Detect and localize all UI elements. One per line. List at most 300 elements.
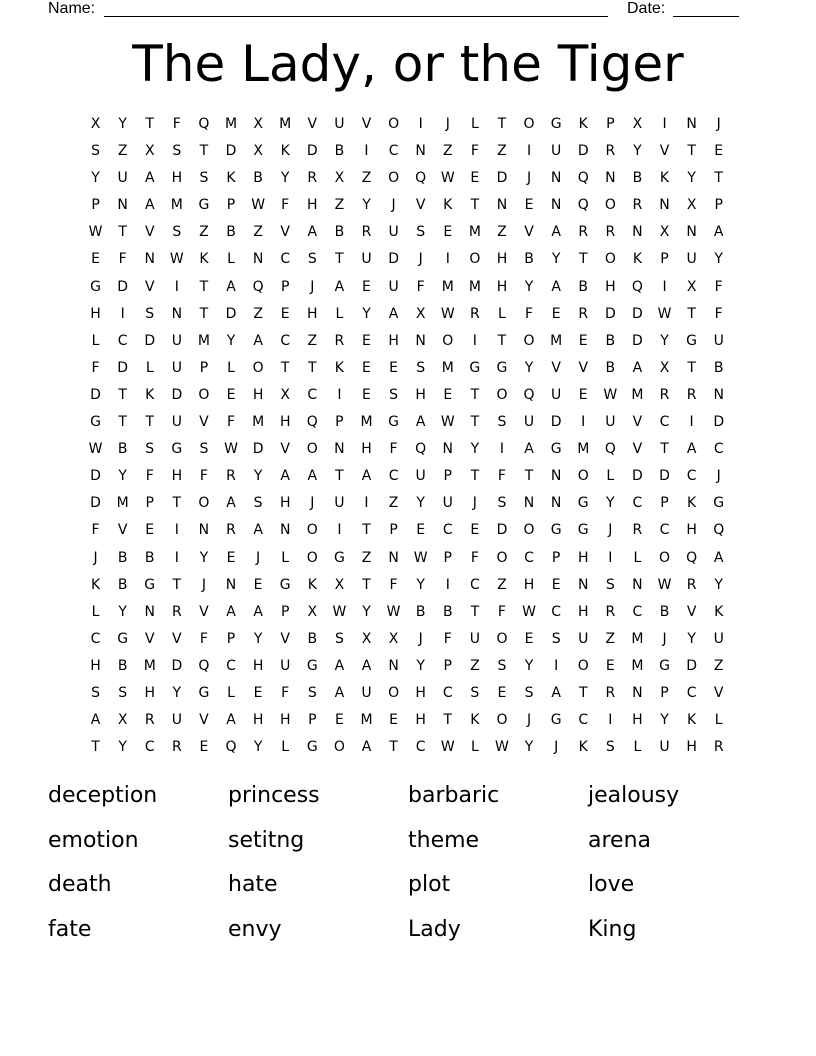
grid-cell: N [496,197,508,214]
grid-cell: Q [306,414,318,431]
grid-cell: Y [253,468,263,485]
grid-cell: W [603,386,618,403]
grid-cell: Y [416,495,425,512]
grid-cell: H [90,657,101,674]
grid-cell: V [280,630,290,647]
grid-cell: T [280,359,290,376]
grid-cell: J [472,495,477,512]
grid-cell: E [443,386,453,403]
grid-cell: X [253,143,263,160]
grid-cell: V [578,359,589,376]
grid-row [82,545,734,572]
grid-cell: H [171,170,183,187]
grid-cell: S [334,630,344,647]
grid-cell: T [470,197,480,214]
grid-cell: T [687,359,696,376]
grid-cell: J [716,116,721,132]
grid-cell: A [551,278,561,295]
grid-cell: O [523,116,535,132]
grid-cell: U [334,116,345,132]
grid-cell: R [632,197,643,214]
grid-cell: D [117,359,129,376]
grid-cell: N [117,197,128,214]
grid-cell: F [226,414,236,431]
grid-cell: P [551,549,561,566]
grid-cell: W [440,414,455,431]
grid-cell: A [144,197,155,214]
grid-cell: F [118,251,127,268]
grid-cell: N [686,224,697,241]
grid-cell: I [608,549,613,566]
grid-cell: R [578,224,589,241]
grid-cell: J [391,197,396,214]
grid-cell: B [144,549,155,566]
grid-cell: B [117,549,128,566]
grid-cell: T [470,414,480,431]
grid-cell: O [604,197,616,214]
grid-cell: T [660,441,669,458]
grid-cell: S [253,495,263,512]
grid-cell: T [578,684,588,701]
grid-cell: I [581,414,586,431]
grid-cell: V [713,684,724,701]
grid-cell: S [416,224,426,241]
grid-cell: F [281,684,290,701]
grid-cell: Y [714,576,723,593]
grid-cell: A [334,657,345,674]
grid-cell: V [632,441,643,458]
grid-cell: S [172,224,182,241]
grid-cell: C [632,603,643,620]
grid-cell: H [577,603,589,620]
grid-cell: X [659,224,670,241]
grid-row [82,463,734,490]
grid-cell: J [418,251,423,268]
grid-cell: Y [687,170,696,187]
grid-cell: R [469,305,480,322]
grid-cell: Y [551,251,561,268]
grid-cell: U [713,332,724,349]
grid-cell: P [606,116,615,132]
grid-cell: G [117,630,129,647]
grid-cell: M [143,657,156,674]
grid-cell: V [144,630,155,647]
grid-cell: O [306,441,318,458]
grid-cell: D [388,251,399,268]
grid-cell: A [307,224,318,241]
grid-cell: K [334,359,344,376]
grid-cell: E [199,739,209,756]
grid-cell: P [443,468,452,485]
grid-cell: J [554,739,559,756]
grid-cell: I [608,712,613,729]
grid-cell: G [306,739,318,756]
grid-cell: N [632,684,643,701]
grid-cell: V [144,224,155,241]
grid-cell: J [526,170,532,187]
grid-cell: Z [199,224,209,241]
grid-cell: J [310,278,315,295]
grid-cell: A [90,712,101,729]
grid-cell: W [332,603,347,620]
grid-cell: R [226,468,236,485]
word-list-item: death [48,872,112,897]
grid-cell: E [226,549,236,566]
grid-cell: G [550,116,562,132]
grid-cell: H [415,684,426,701]
grid-cell: Y [226,332,236,349]
grid-cell: M [441,278,454,295]
grid-cell: Y [524,278,534,295]
grid-cell: S [172,143,182,160]
grid-cell: V [361,116,372,132]
grid-cell: I [445,251,450,268]
grid-cell: F [172,116,181,132]
grid-cell: M [116,495,129,512]
grid-cell: Q [604,441,616,458]
grid-cell: M [360,414,373,431]
grid-cell: N [144,251,155,268]
grid-cell: D [632,305,643,322]
grid-cell: D [306,143,318,160]
grid-cell: I [445,576,450,593]
grid-cell: P [660,495,669,512]
grid-cell: Q [686,549,698,566]
grid-cell: C [686,468,697,485]
grid-cell: O [306,549,318,566]
grid-cell: G [496,359,508,376]
grid-row [82,409,734,436]
grid-cell: E [362,359,371,376]
grid-cell: C [659,522,670,539]
grid-cell: S [91,143,100,160]
grid-cell: W [440,739,455,756]
grid-cell: C [713,441,724,458]
grid-cell: Y [714,251,723,268]
grid-cell: L [91,603,100,620]
grid-cell: Y [362,197,371,214]
grid-cell: N [605,170,616,187]
grid-cell: C [226,657,236,674]
grid-cell: F [389,441,398,458]
letter-grid [82,111,734,761]
grid-cell: O [388,116,400,132]
grid-cell: R [171,603,182,620]
grid-cell: R [686,576,697,593]
grid-cell: C [307,386,318,403]
grid-row [82,490,734,517]
grid-cell: H [279,414,291,431]
grid-cell: D [144,332,156,349]
grid-cell: X [632,116,643,132]
grid-cell: N [252,251,264,268]
grid-cell: O [388,170,400,187]
grid-cell: I [418,116,423,132]
grid-cell: I [662,278,667,295]
grid-cell: W [224,441,238,458]
grid-cell: S [470,684,480,701]
grid-cell: N [388,549,399,566]
grid-cell: J [662,630,667,647]
grid-cell: C [551,603,562,620]
grid-cell: D [117,278,129,295]
grid-cell: E [578,332,588,349]
grid-cell: B [334,143,345,160]
grid-cell: H [279,495,291,512]
grid-cell: I [337,522,342,539]
grid-cell: S [605,576,615,593]
grid-cell: E [416,522,426,539]
grid-cell: I [689,414,694,431]
word-list [48,778,768,956]
grid-cell: I [662,116,667,132]
grid-cell: N [632,224,643,241]
name-blank-line [104,16,608,17]
grid-cell: H [307,305,318,322]
grid-cell: W [522,603,536,620]
grid-cell: A [334,278,345,295]
grid-cell: G [90,278,101,295]
grid-cell: E [362,332,371,349]
grid-cell: M [631,657,644,674]
grid-cell: K [307,576,317,593]
word-list-item: envy [228,916,282,942]
grid-cell: Y [524,657,534,674]
grid-cell: S [307,684,317,701]
grid-cell: K [714,603,724,620]
grid-cell: K [578,116,588,132]
grid-cell: E [524,630,534,647]
grid-cell: V [280,224,290,241]
grid-cell: U [659,739,670,756]
grid-cell: L [281,739,290,756]
grid-cell: Q [415,170,427,187]
grid-cell: P [335,414,344,431]
grid-cell: B [442,603,453,620]
grid-cell: B [307,630,318,647]
grid-cell: L [470,739,479,756]
grid-cell: L [606,468,615,485]
grid-row [82,707,734,734]
grid-cell: T [118,414,127,431]
grid-cell: N [577,576,589,593]
grid-cell: Y [416,657,425,674]
grid-cell: T [470,468,480,485]
grid-cell: Y [362,305,371,322]
grid-cell: P [280,603,290,620]
grid-cell: Z [713,657,724,674]
grid-cell: G [713,495,725,512]
grid-cell: A [551,684,561,701]
grid-cell: N [550,170,562,187]
grid-cell: T [497,116,507,132]
grid-cell: E [389,359,398,376]
grid-cell: C [442,522,453,539]
grid-cell: Q [523,386,535,403]
grid-cell: Y [362,603,371,620]
grid-cell: I [120,305,125,322]
grid-cell: B [117,657,128,674]
grid-cell: M [468,224,481,241]
grid-cell: A [632,359,643,376]
grid-cell: O [198,386,210,403]
grid-cell: B [632,170,643,187]
grid-cell: F [281,197,290,214]
grid-cell: W [169,251,184,268]
grid-cell: K [687,712,697,729]
grid-cell: T [91,739,100,756]
grid-cell: A [415,414,426,431]
grid-cell: T [172,495,182,512]
grid-row [82,626,734,653]
grid-cell: U [605,414,616,431]
grid-cell: G [90,414,101,431]
grid-cell: J [716,468,721,485]
grid-cell: Y [118,739,127,756]
grid-cell: R [334,332,345,349]
grid-cell: W [440,170,455,187]
grid-cell: Y [660,332,669,349]
grid-cell: D [252,441,264,458]
grid-cell: W [495,739,509,756]
grid-cell: Z [253,305,263,322]
grid-cell: B [334,224,345,241]
grid-cell: N [442,441,453,458]
grid-cell: P [443,657,452,674]
grid-cell: M [170,197,183,214]
grid-cell: B [605,359,616,376]
grid-cell: Y [199,549,209,566]
grid-cell: P [226,197,236,214]
grid-cell: D [171,657,183,674]
grid-cell: H [415,386,426,403]
grid-cell: T [308,359,317,376]
grid-cell: L [633,739,642,756]
grid-cell: T [335,251,344,268]
grid-cell: X [307,603,318,620]
grid-cell: S [416,359,426,376]
grid-cell: V [199,712,209,729]
grid-cell: A [713,224,724,241]
grid-cell: D [90,468,101,485]
grid-cell: J [445,116,450,132]
grid-cell: V [307,116,318,132]
grid-cell: G [388,414,399,431]
grid-cell: F [91,359,100,376]
grid-cell: R [226,522,236,539]
grid-cell: O [388,684,400,701]
grid-cell: O [577,468,589,485]
grid-cell: N [550,468,562,485]
grid-cell: L [91,332,100,349]
grid-cell: Q [713,522,725,539]
grid-cell: T [524,468,534,485]
grid-cell: E [280,305,290,322]
grid-cell: N [225,576,237,593]
grid-cell: H [686,739,697,756]
grid-row [82,680,734,707]
grid-cell: K [145,386,155,403]
grid-cell: K [199,251,209,268]
name-label: Name: [48,0,96,17]
grid-row [82,192,734,219]
grid-cell: Y [606,495,615,512]
grid-cell: U [551,386,562,403]
grid-cell: I [364,143,369,160]
grid-cell: I [337,386,342,403]
grid-cell: S [551,630,561,647]
grid-cell: F [416,278,425,295]
grid-cell: T [199,278,209,295]
grid-cell: F [91,522,100,539]
grid-cell: U [686,251,697,268]
grid-cell: U [469,630,480,647]
grid-cell: K [632,251,643,268]
grid-cell: O [333,739,345,756]
grid-cell: O [496,630,508,647]
grid-cell: H [496,251,508,268]
grid-cell: H [496,278,508,295]
grid-cell: Y [118,603,127,620]
grid-cell: U [171,712,182,729]
grid-cell: I [364,495,369,512]
grid-cell: X [144,143,155,160]
grid-row [82,274,734,301]
grid-cell: A [713,549,724,566]
grid-cell: T [145,414,155,431]
grid-cell: Z [605,630,616,647]
grid-cell: X [334,576,345,593]
grid-cell: M [631,630,644,647]
grid-cell: H [388,332,399,349]
grid-cell: E [226,386,236,403]
grid-cell: I [174,278,179,295]
grid-cell: B [578,278,589,295]
grid-cell: L [633,549,642,566]
grid-cell: E [362,386,371,403]
grid-cell: V [415,197,426,214]
grid-cell: V [199,603,209,620]
grid-cell: Y [253,630,263,647]
grid-cell: N [415,143,426,160]
grid-cell: K [470,712,480,729]
grid-cell: V [117,522,128,539]
grid-cell: L [227,359,235,376]
grid-cell: L [498,305,506,322]
grid-cell: R [659,386,670,403]
grid-cell: A [226,278,236,295]
grid-cell: E [524,197,534,214]
grid-cell: M [550,332,563,349]
grid-cell: A [253,603,263,620]
grid-cell: N [334,441,345,458]
grid-cell: W [657,576,672,593]
grid-cell: O [523,332,535,349]
grid-cell: J [256,549,261,566]
grid-cell: J [608,522,613,539]
grid-cell: N [198,522,210,539]
grid-cell: U [280,657,291,674]
grid-cell: Q [415,441,427,458]
grid-cell: I [472,332,477,349]
grid-cell: A [361,468,372,485]
grid-cell: X [280,386,290,403]
grid-cell: E [253,684,263,701]
grid-cell: I [499,441,505,458]
grid-cell: R [713,739,724,756]
grid-cell: M [441,359,454,376]
grid-cell: N [686,116,697,132]
